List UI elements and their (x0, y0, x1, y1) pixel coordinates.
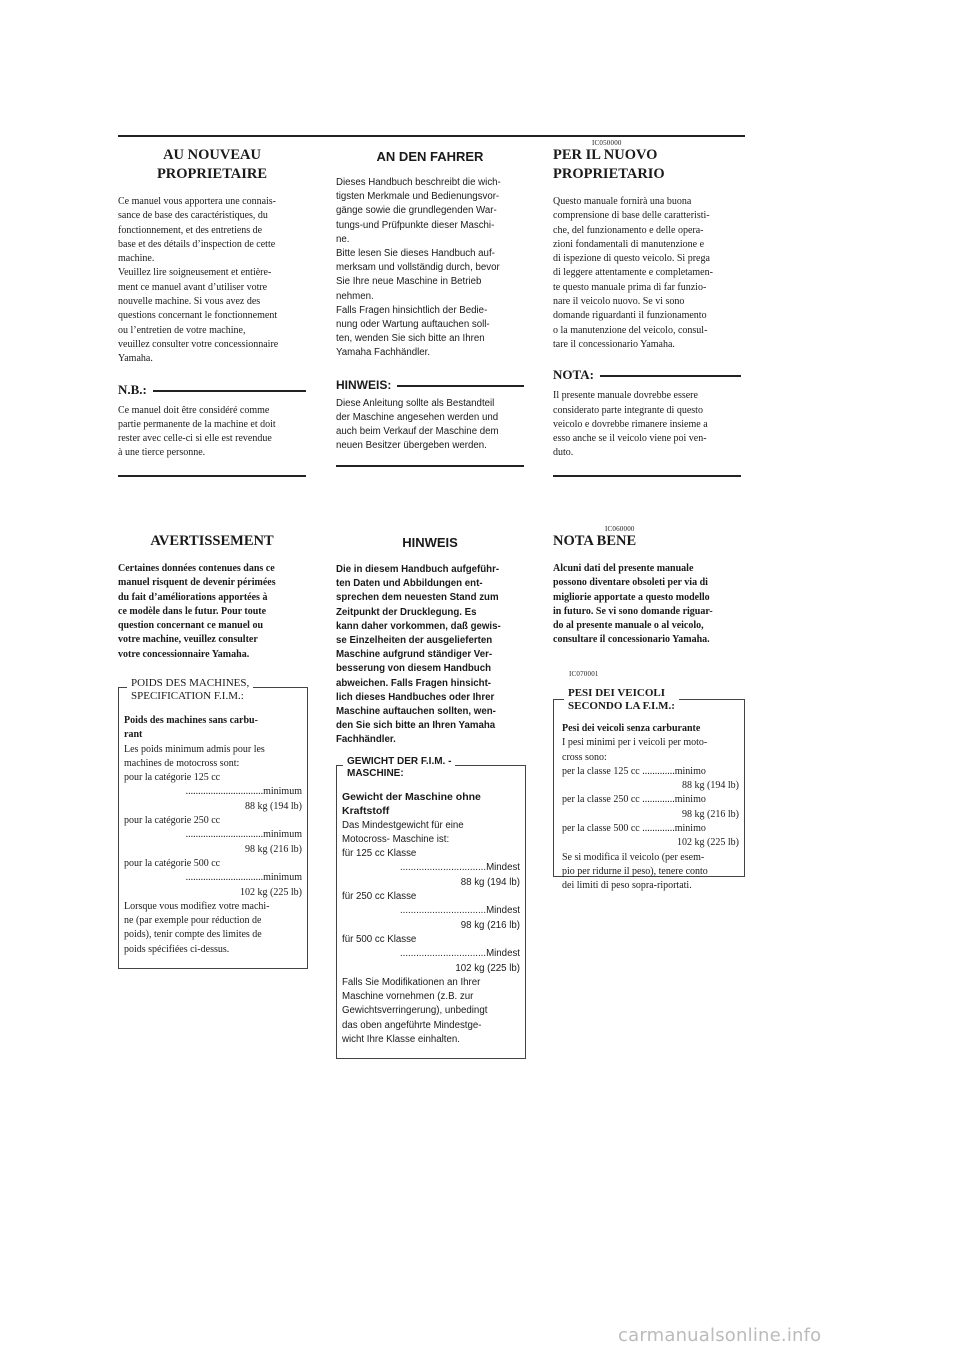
french-owner-section (118, 146, 306, 477)
note-rule (397, 385, 524, 387)
weight-row (124, 814, 302, 857)
german-warning-body: Die in diesem Handbuch aufgeführ- ten Daten und Abbildungen ent- sprechen dem neuesten Stand zum Zeitpunkt der Drucklegung. Es kann daher vorkommen, daß gewis- se Einzelheiten der ausgelieferten Maschine aufgrund ständiger Ver- besserung von diesem Handbuch abweichen. Falls Fragen hinsicht- lich dieses Handbuches oder Ihrer Maschine auftauchen sollten, wen- den Sie sich bitte an Ihren Yamaha Fachhändler. (336, 564, 501, 746)
weight-row (562, 765, 739, 794)
french-body: Ce manuel vous apportera une connais- sance de base des caractéristiques, du fonctionnement, et des entretiens de base et des détails d’inspection de cette machine. Veuillez lire soigneusement et entière- ment ce manuel avant d’utiliser votre nouvelle machine. Si vous avez des questions concernant le fonctionnement ou l’entretien de votre machine, veuillez consulter votre concessionnaire Yamaha. (118, 196, 279, 365)
french-box-subtitle: Poids des machines sans carbu- rant (124, 715, 258, 741)
german-warning-heading: HINWEIS (402, 535, 458, 550)
section-code: IC050000 (592, 139, 622, 147)
weight-class: für 500 cc Klasse (342, 933, 417, 945)
italian-heading-text: PER IL NUOVO PROPRIETARIO (553, 147, 665, 182)
weight-label: ...............................minimum (185, 872, 302, 884)
french-heading: AU NOUVEAU PROPRIETAIRE (156, 147, 268, 182)
italian-warning-body: Alcuni dati del presente manuale possono diventare obsoleti per via di migliorie apportate a questo modello in futuro. Se vi sono domande riguar- do al presente manuale o al veicolo, consultare il concessionario Yamaha. (553, 563, 713, 646)
weight-class: per la classe 125 cc (562, 765, 640, 777)
weight-label: ................................Mindest (399, 862, 520, 874)
weight-class: per la classe 500 cc (562, 823, 640, 835)
weight-value: 88 kg (194 lb) (682, 780, 739, 792)
german-box-subtitle: Gewicht der Maschine ohne Kraftstoff (342, 791, 481, 818)
section-code: IC060000 (605, 525, 635, 533)
weight-class: pour la catégorie 250 cc (124, 815, 221, 827)
weight-value: 102 kg (225 lb) (240, 886, 302, 898)
german-warning-section (336, 532, 524, 748)
weight-row (562, 793, 739, 822)
italian-note-header (553, 367, 741, 383)
french-note-body: Ce manuel doit être considéré comme partie permanente de la machine et doit rester avec celle-ci si elle est revendue à une tierce personne. (118, 404, 276, 459)
weight-label: ...............................minimum (185, 786, 302, 798)
german-weight-box (336, 756, 526, 1059)
german-box-intro: Das Mindestgewicht für eine Motocross- Maschine ist: (342, 819, 464, 845)
german-box-title: GEWICHT DER F.I.M. - MASCHINE: (343, 756, 455, 780)
weight-value: 88 kg (194 lb) (245, 800, 302, 812)
italian-box-subtitle: Pesi dei veicoli senza carburante (562, 723, 701, 734)
weight-value: 88 kg (194 lb) (460, 876, 520, 888)
weight-row (124, 857, 302, 900)
weight-label: .............minimo (642, 765, 706, 777)
weight-value: 102 kg (225 lb) (455, 962, 520, 974)
italian-owner-section (553, 146, 741, 477)
note-end-rule (118, 475, 306, 477)
weight-label: ................................Mindest (399, 948, 520, 960)
french-box-title: POIDS DES MACHINES, SPECIFICATION F.I.M.: (127, 677, 253, 703)
weight-label: .............minimo (642, 794, 706, 806)
italian-warning-section (553, 532, 741, 648)
french-warning-heading: AVERTISSEMENT (150, 533, 274, 549)
weight-row (342, 890, 520, 933)
weight-value: 98 kg (216 lb) (460, 919, 520, 931)
italian-box-intro: I pesi minimi per i veicoli per moto- cross sono: (562, 737, 708, 763)
french-note-label: N.B.: (118, 381, 147, 397)
weight-label: ...............................minimum (185, 829, 302, 841)
weight-row (342, 933, 520, 976)
weight-row (342, 847, 520, 890)
french-note-header (118, 382, 306, 398)
italian-box-content (562, 722, 739, 894)
french-weight-box (118, 677, 308, 969)
italian-box-title: PESI DEI VEICOLI SECONDO LA F.I.M.: (564, 687, 679, 713)
weight-label: ................................Mindest (399, 905, 520, 917)
note-rule (600, 375, 741, 377)
italian-warning-heading: NOTA BENE (553, 533, 637, 549)
note-end-rule (336, 465, 524, 467)
german-note-header (336, 378, 524, 392)
weight-class: für 125 cc Klasse (342, 848, 417, 860)
note-rule (153, 390, 306, 392)
italian-note-body: Il presente manuale dovrebbe essere considerato parte integrante di questo veicolo e dovrebbe rimanere insieme a esso anche se il veicolo viene poi ven- duto. (553, 390, 708, 459)
french-warning-section (118, 532, 306, 662)
german-note-label: HINWEIS: (336, 377, 392, 392)
german-heading: AN DEN FAHRER (376, 149, 484, 164)
french-box-outro: Lorsque vous modifiez votre machi- ne (par exemple pour réduction de poids), tenir compte des limites de poids spécifiées ci-dessus. (124, 900, 270, 955)
weight-class: für 250 cc Klasse (342, 891, 417, 903)
german-box-outro: Falls Sie Modifikationen an Ihrer Maschine vornehmen (z.B. zur Gewichtsverringerung), unbedingt das oben angeführte Mindestge- wicht Ihre Klasse einhalten. (342, 976, 488, 1046)
section-code: IC070001 (569, 670, 599, 678)
weight-row (562, 822, 739, 851)
german-body: Dieses Handbuch beschreibt die wich- tigsten Merkmale und Bedienungsvor- gänge sowie die grundlegenden War- tungs-und Prüfpunkte dieser Maschi- ne. Bitte lesen Sie dieses Handbuch auf- merksam und vollständig durch, bevor Sie Ihre neue Maschine in Betrieb nehmen. Falls Fragen hinsichtlich der Bedie- nung oder Wartung auftauchen soll- ten, wenden Sie sich bitte an Ihren Yamaha Fachhändler. (336, 177, 501, 359)
italian-heading (553, 146, 741, 184)
weight-label: .............minimo (642, 823, 706, 835)
french-box-intro: Les poids minimum admis pour les machines de motocross sont: (124, 743, 265, 769)
weight-class: per la classe 250 cc (562, 794, 640, 806)
italian-note-label: NOTA: (553, 367, 594, 383)
weight-value: 98 kg (216 lb) (682, 808, 739, 820)
note-end-rule (553, 475, 741, 477)
italian-box-outro: Se si modifica il veicolo (per esem- pio per ridurne il peso), tenere conto dei limiti di peso sopra-riportati. (562, 851, 708, 892)
weight-class: pour la catégorie 125 cc (124, 772, 221, 784)
weight-value: 102 kg (225 lb) (677, 837, 739, 849)
french-box-content (124, 714, 302, 957)
weight-row (124, 771, 302, 814)
weight-value: 98 kg (216 lb) (245, 843, 302, 855)
french-warning-body: Certaines données contenues dans ce manuel risquent de devenir périmées du fait d’améliorations apportées à ce modèle dans le futur. Pour toute question concernant ce manuel ou votre machine, veuillez consulter votre concessionnaire Yamaha. (118, 563, 276, 660)
watermark: carmanualsonline.info (618, 1325, 822, 1346)
italian-body: Questo manuale fornirà una buona comprensione di base delle caratteristi- che, del funzionamento e delle opera- zioni fondamentali di manutenzione e di ispezione di questo veicolo. Si prega di leggere attentamente e completamen- te questo manuale prima di far funzio- nare il veicolo nuovo. Se vi sono domande riguardanti il funzionamento o la manutenzione del veicolo, consul- tare il concessionario Yamaha. (553, 196, 713, 350)
italian-weight-box (553, 687, 745, 892)
weight-class: pour la catégorie 500 cc (124, 857, 221, 869)
german-box-content (342, 790, 520, 1047)
german-owner-section (336, 146, 524, 467)
german-note-body: Diese Anleitung sollte als Bestandteil der Maschine angesehen werden und auch beim Verkauf der Maschine dem neuen Besitzer übergeben werden. (336, 397, 499, 452)
top-rule (118, 135, 745, 137)
